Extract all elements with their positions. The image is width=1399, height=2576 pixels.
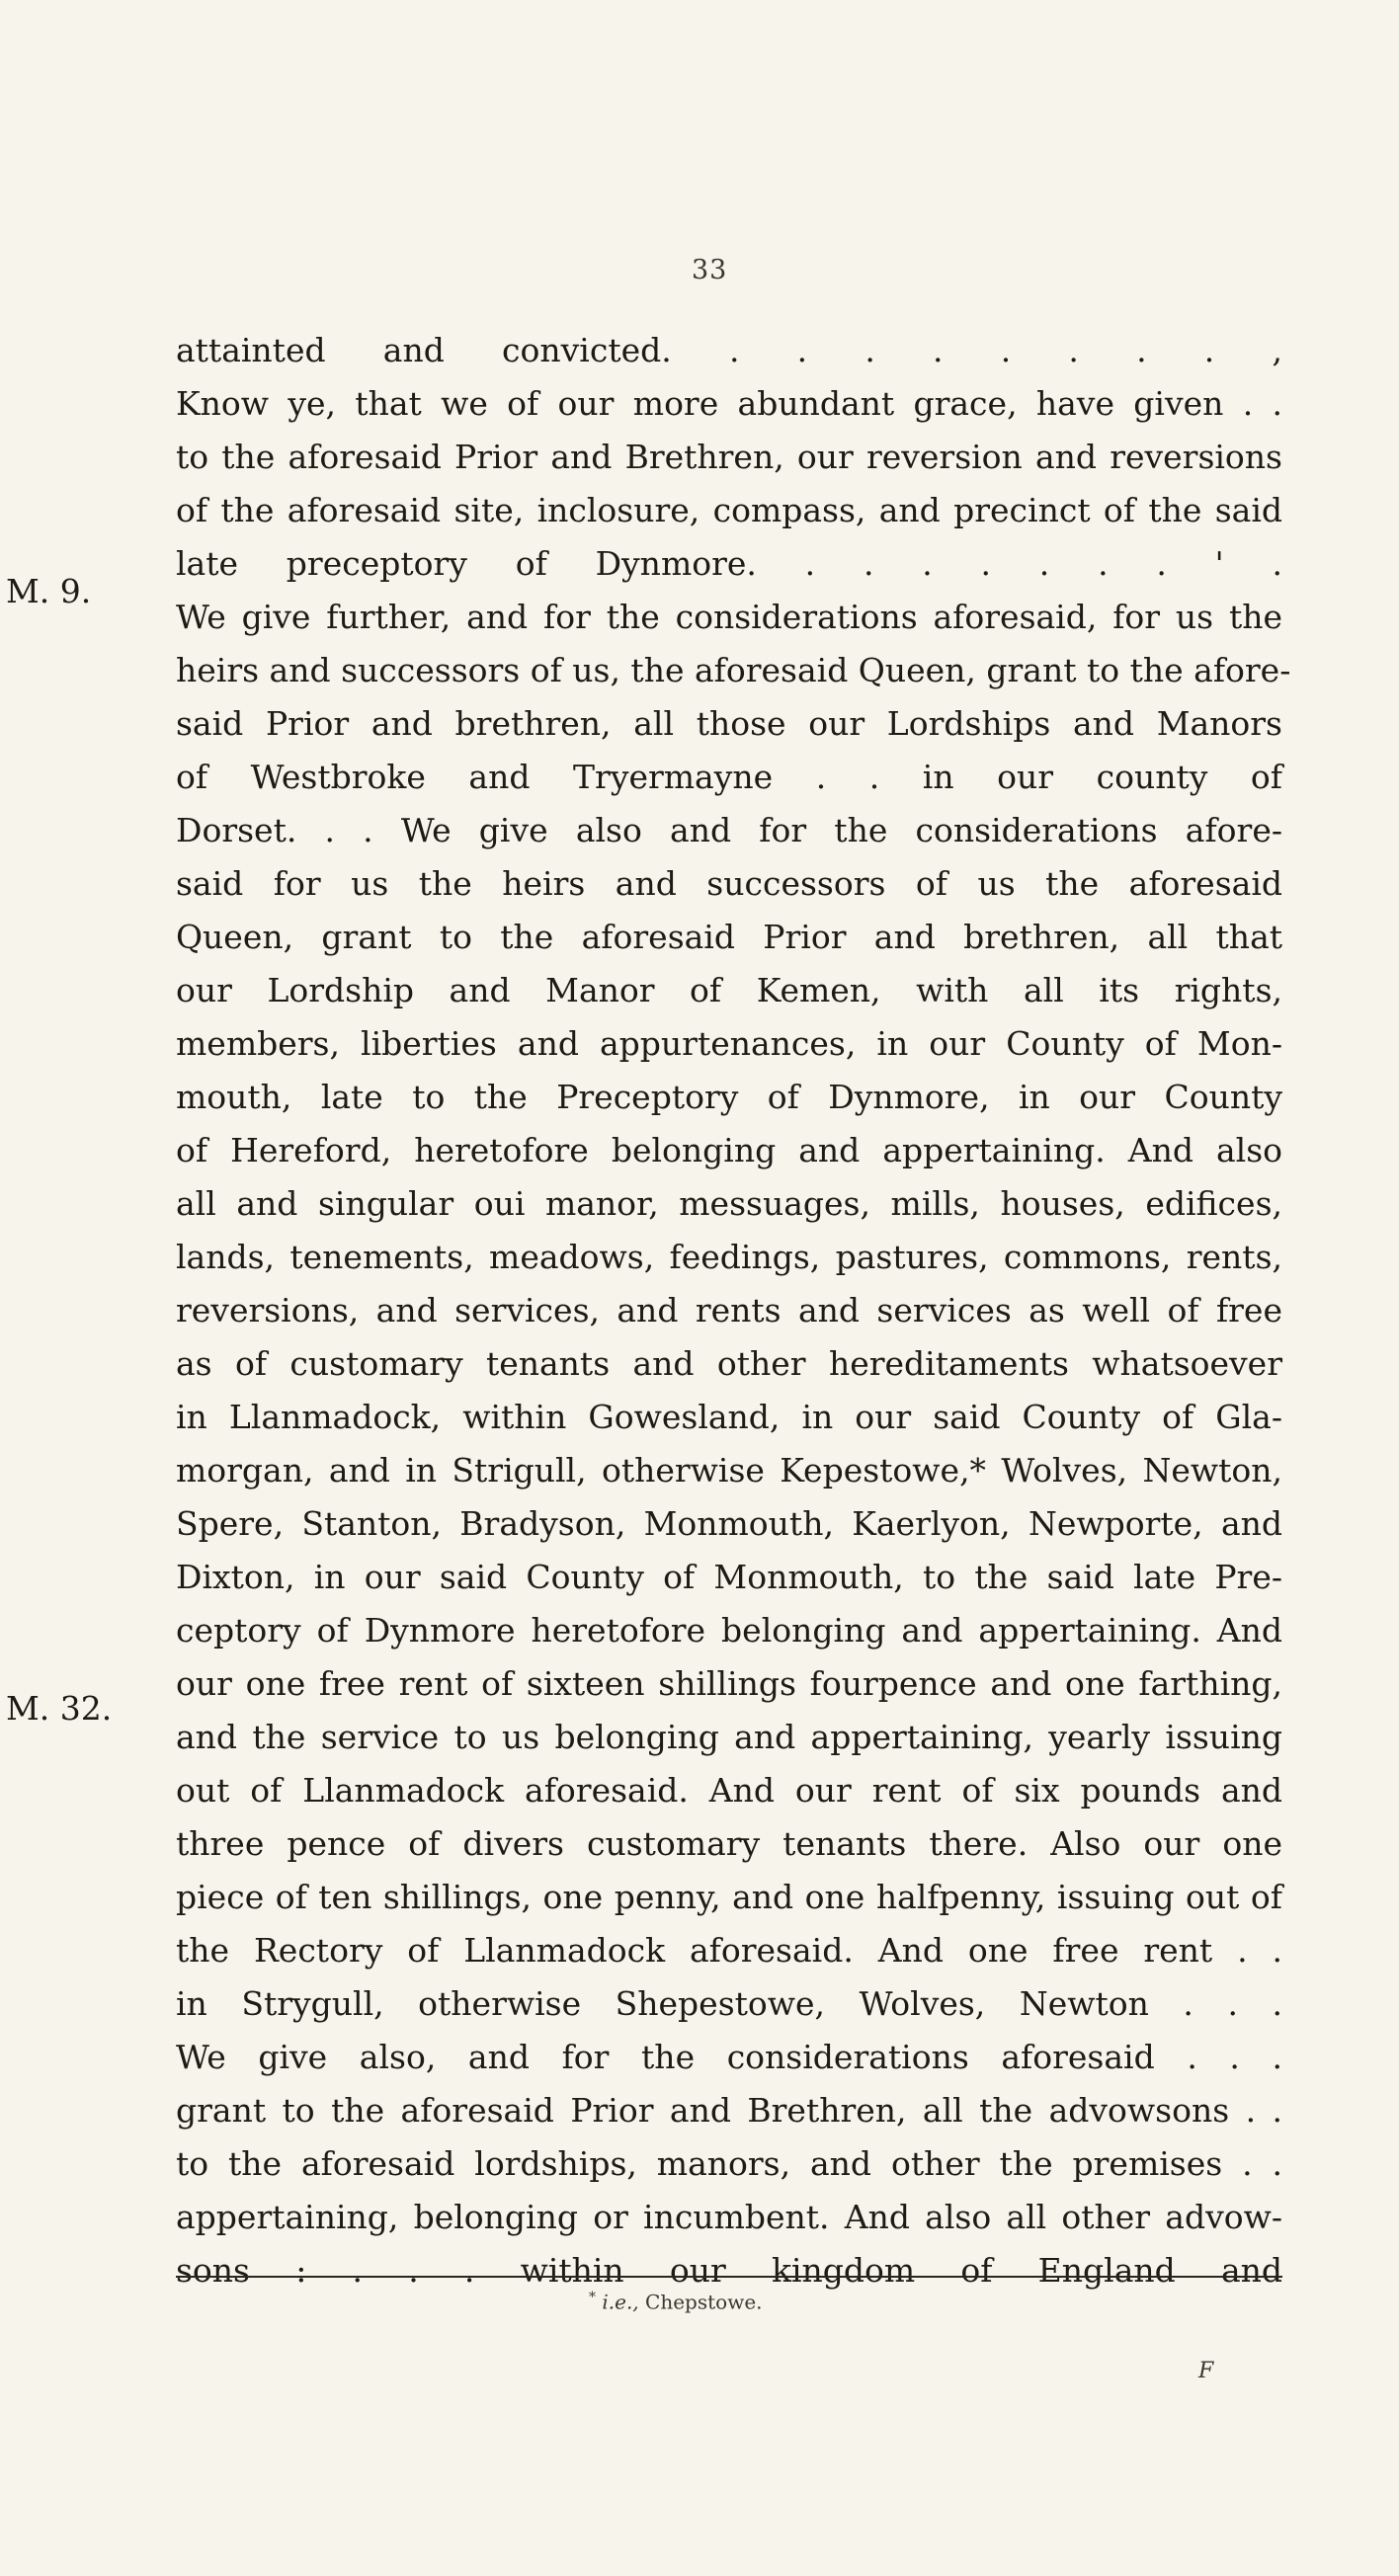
text-line: Queen, grant to the aforesaid Prior and brethren, all that [176,918,1282,956]
footnote-mark: * [589,2290,596,2305]
footnote-abbrev: i.e., [602,2290,639,2314]
text-line: attainted and convicted. . . . . . . . . , [176,331,1282,369]
text-line: all and singular oui manor, messuages, mills, houses, edifices, [176,1184,1282,1223]
footnote [589,2290,763,2314]
text-line: Dixton, in our said County of Monmouth, to the said late Pre- [176,1558,1282,1596]
text-line: heirs and successors of us, the aforesaid Queen, grant to the afore- [176,651,1291,689]
text-line: We give also, and for the considerations aforesaid . . . [176,2038,1282,2076]
text-line: Spere, Stanton, Bradyson, Monmouth, Kaerlyon, Newporte, and [176,1504,1282,1543]
text-line: as of customary tenants and other hereditaments whatsoever [176,1344,1282,1383]
text-line: sons : . . . within our kingdom of England and [176,2251,1282,2290]
text-line: piece of ten shillings, one penny, and one halfpenny, issuing out of [176,1878,1282,1916]
text-line: the Rectory of Llanmadock aforesaid. And one free rent . . [176,1931,1282,1970]
text-line: mouth, late to the Preceptory of Dynmore, in our County [176,1078,1282,1116]
text-line: our Lordship and Manor of Kemen, with all its rights, [176,971,1282,1009]
text-line: morgan, and in Strigull, otherwise Kepestowe,* Wolves, Newton, [176,1451,1282,1489]
text-line: in Strygull, otherwise Shepestowe, Wolves, Newton . . . [176,1984,1282,2023]
text-line: We give further, and for the considerations aforesaid, for us the [176,598,1282,636]
text-line: grant to the aforesaid Prior and Brethren, all the advowsons . . [176,2091,1282,2130]
page-number: 33 [692,255,728,285]
text-line: said Prior and brethren, all those our Lordships and Manors [176,704,1282,743]
text-line: members, liberties and appurtenances, in our County of Mon- [176,1024,1282,1063]
text-line: of the aforesaid site, inclosure, compass, and precinct of the said [176,491,1282,529]
text-line: in Llanmadock, within Gowesland, in our said County of Gla- [176,1398,1282,1436]
margin-note: M. 9. [6,572,92,610]
text-line: our one free rent of sixteen shillings fourpence and one farthing, [176,1664,1282,1703]
margin-note: M. 32. [6,1689,113,1728]
text-line: to the aforesaid Prior and Brethren, our reversion and reversions [176,438,1282,476]
text-line: of Hereford, heretofore belonging and appertaining. And also [176,1131,1282,1169]
text-line: reversions, and services, and rents and services as well of free [176,1291,1282,1329]
text-line: appertaining, belonging or incumbent. And also all other advow- [176,2198,1282,2236]
text-line: lands, tenements, meadows, feedings, pastures, commons, rents, [176,1238,1282,1276]
text-line: said for us the heirs and successors of us the aforesaid [176,864,1282,903]
text-line: Know ye, that we of our more abundant grace, have given . . [176,384,1282,423]
footnote-text: Chepstowe. [645,2290,763,2314]
text-line: to the aforesaid lordships, manors, and other the premises . . [176,2144,1282,2183]
text-line: and the service to us belonging and appertaining, yearly issuing [176,1718,1282,1756]
text-line: three pence of divers customary tenants there. Also our one [176,1824,1282,1863]
text-line: late preceptory of Dynmore. . . . . . . . ' . [176,544,1282,583]
text-line: of Westbroke and Tryermayne . . in our county of [176,758,1282,796]
text-line: out of Llanmadock aforesaid. And our rent of six pounds and [176,1771,1282,1810]
footnote-divider [176,2276,1282,2278]
signature-mark: F [1198,2359,1214,2383]
text-line: ceptory of Dynmore heretofore belonging and appertaining. And [176,1611,1282,1650]
text-line: Dorset. . . We give also and for the considerations afore- [176,811,1282,849]
